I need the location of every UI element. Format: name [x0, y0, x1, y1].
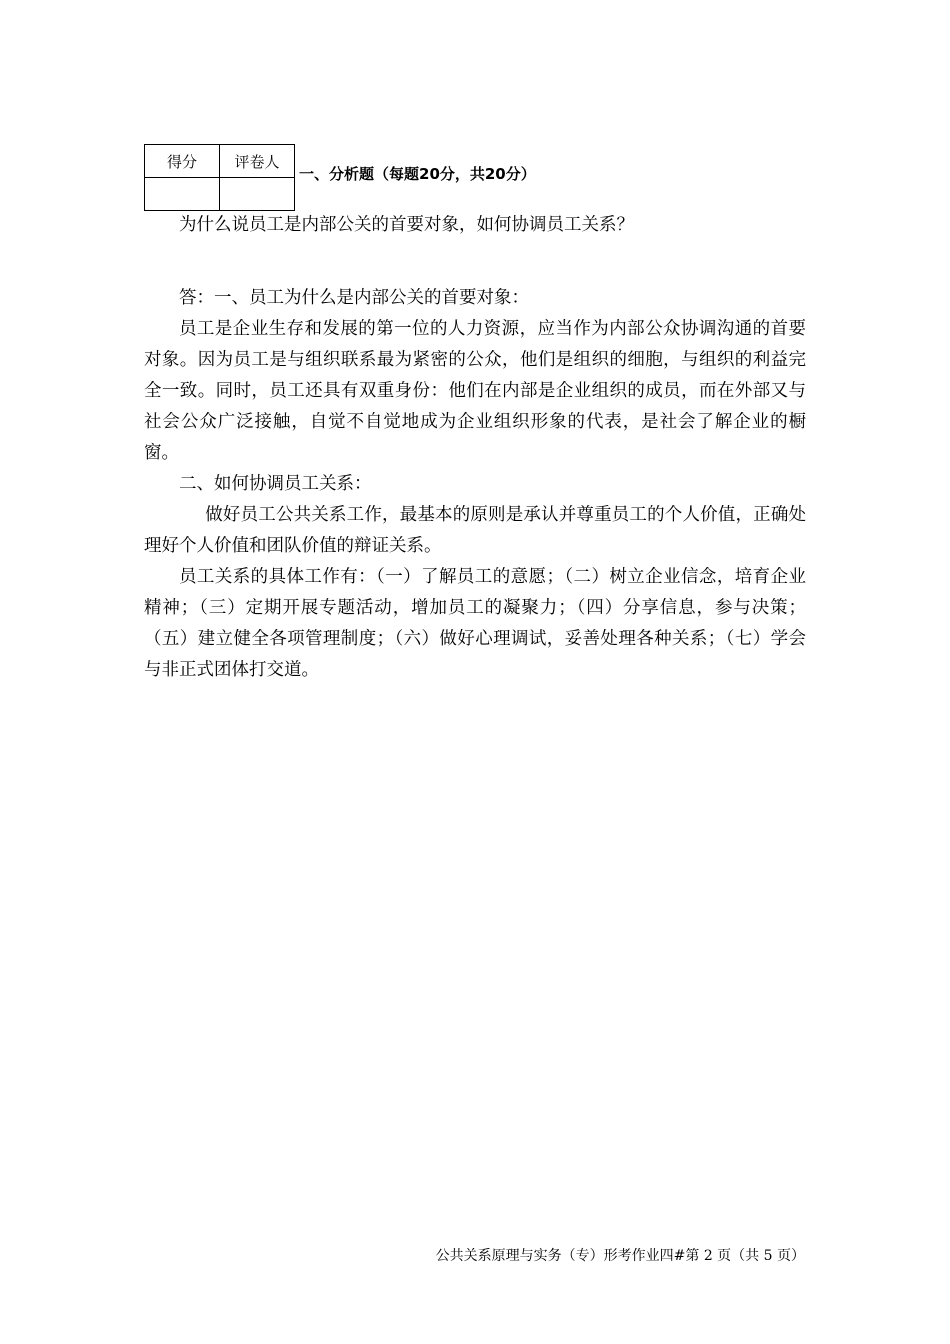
answer-heading-1: 答：一、员工为什么是内部公关的首要对象：	[179, 288, 529, 308]
page-footer: 公共关系原理与实务（专）形考作业四#第 2 页（共 5 页）	[435, 1248, 805, 1264]
score-table	[144, 144, 295, 211]
answer-paragraph-2: 做好员工公共关系工作，最基本的原则是承认并尊重员工的个人价值，正确处理好个人价值和团队价值的辩证关系。	[144, 505, 806, 556]
answer-paragraph-3: 员工关系的具体工作有：（一）了解员工的意愿；（二）树立企业信念，培育企业精神；（三）定期开展专题活动，增加员工的凝聚力；（四）分享信息，参与决策；（五）建立健全各项管理制度；（六）做好心理调试，妥善处理各种关系；（七）学会与非正式团体打交道。	[144, 567, 806, 680]
score-header-cell: 得分	[145, 145, 220, 178]
answer-heading-2: 二、如何协调员工关系：	[179, 474, 372, 494]
score-value-cell	[145, 178, 220, 211]
question-block	[144, 210, 806, 241]
grader-value-cell	[220, 178, 295, 211]
grader-header-cell: 评卷人	[220, 145, 295, 178]
section-title: 一、分析题（每题20分，共20分）	[299, 165, 536, 183]
question-text: 为什么说员工是内部公关的首要对象，如何协调员工关系？	[179, 215, 634, 235]
answer-paragraph-1: 员工是企业生存和发展的第一位的人力资源，应当作为内部公众协调沟通的首要对象。因为员工是与组织联系最为紧密的公众，他们是组织的细胞，与组织的利益完全一致。同时，员工还具有双重身份：他们在内部是企业组织的成员，而在外部又与社会公众广泛接触，自觉不自觉地成为企业组织形象的代表，是社会了解企业的橱窗。	[144, 319, 806, 463]
answer-block	[144, 283, 806, 686]
